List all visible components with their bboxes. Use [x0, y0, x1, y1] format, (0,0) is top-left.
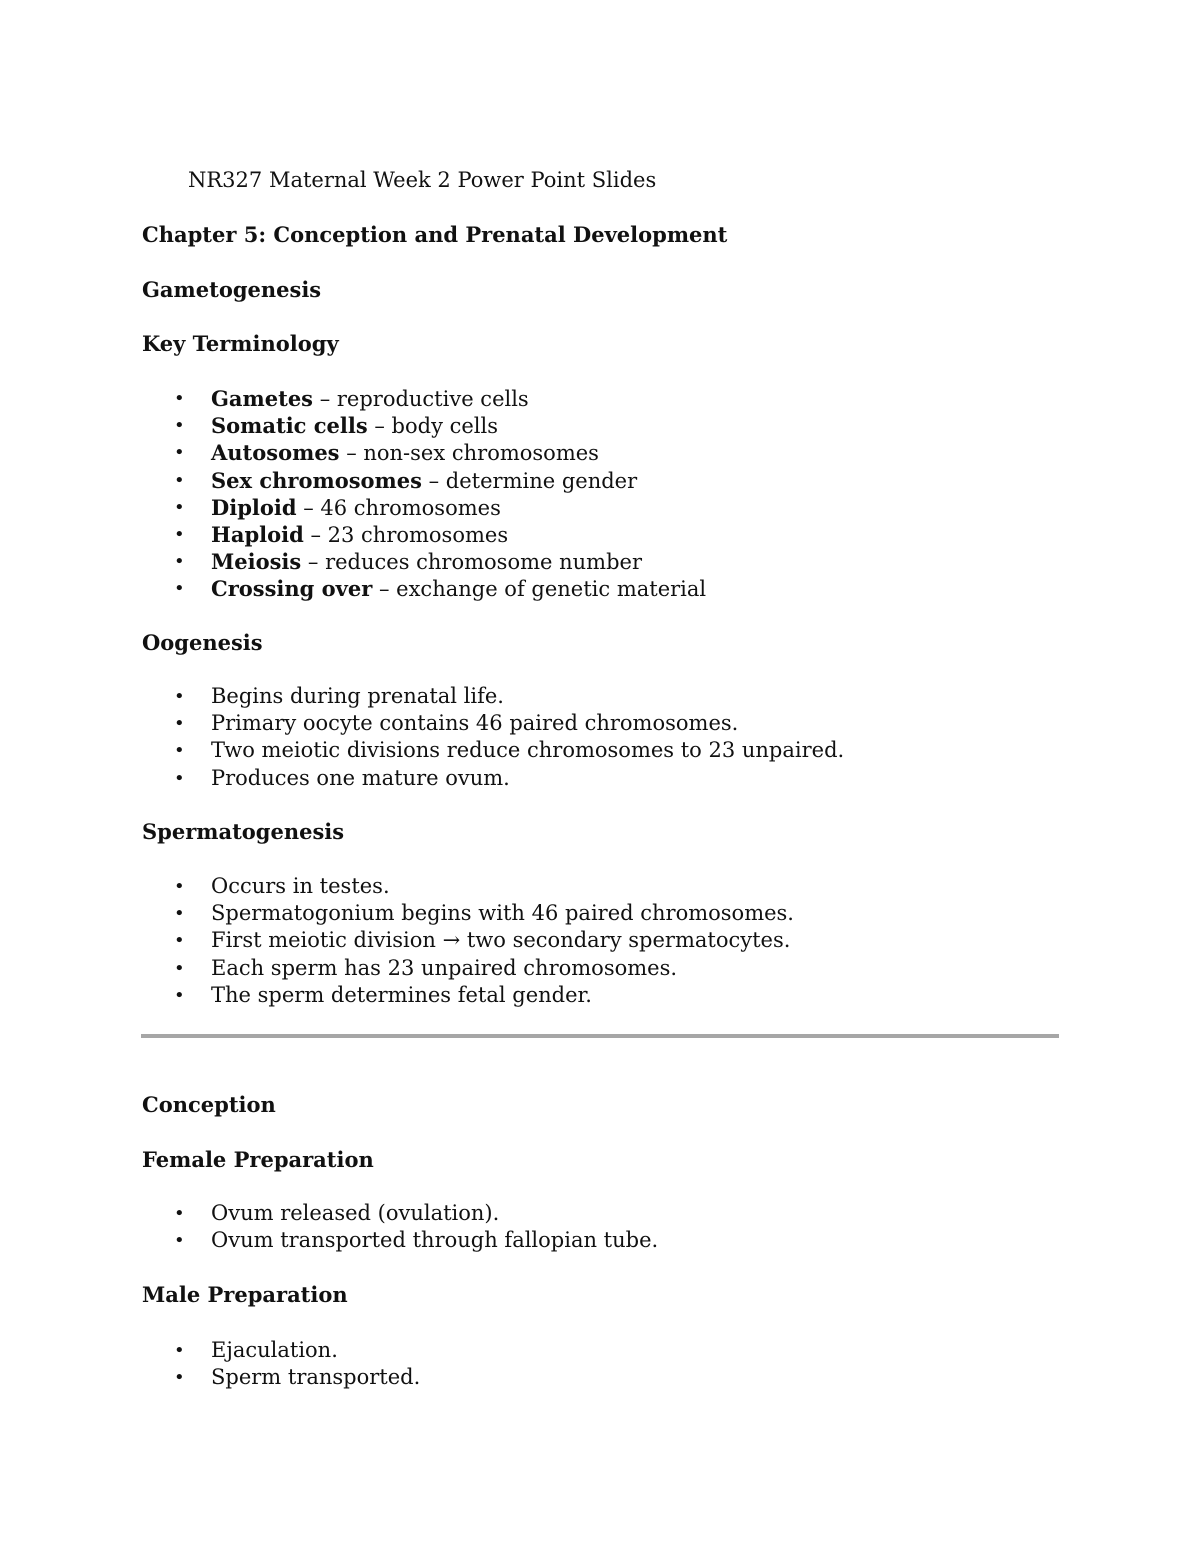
female-preparation-heading: Female Preparation	[142, 1147, 374, 1172]
bullet-icon: •	[174, 469, 185, 491]
list-item-text: Ejaculation.	[211, 1338, 338, 1362]
bullet-icon: •	[174, 551, 185, 573]
male-preparation-heading: Male Preparation	[142, 1282, 348, 1307]
term-label: Sex chromosomes	[211, 467, 422, 493]
list-item-text: Primary oocyte contains 46 paired chromosomes.	[211, 711, 739, 736]
list-item	[174, 927, 794, 954]
bullet-icon: •	[174, 442, 185, 464]
bullet-icon: •	[174, 388, 185, 409]
spermatogenesis-heading: Spermatogenesis	[142, 819, 345, 844]
term-definition: – reproductive cells	[313, 387, 529, 411]
bullet-icon: •	[174, 523, 185, 545]
list-item-text: Spermatogonium begins with 46 paired chromosomes.	[211, 901, 794, 926]
bullet-icon: •	[174, 767, 185, 789]
list-item-text: Produces one mature ovum.	[211, 765, 510, 790]
term-label: Somatic cells	[211, 413, 368, 439]
term-definition: – exchange of genetic material	[372, 577, 707, 602]
bullet-icon: •	[174, 415, 185, 437]
list-item-text: Each sperm has 23 unpaired chromosomes.	[211, 955, 678, 980]
bullet-icon: •	[174, 713, 185, 735]
key-terminology-list	[174, 385, 706, 603]
term-definition: – reduces chromosome number	[301, 550, 642, 575]
list-item	[174, 710, 844, 737]
bullet-icon: •	[174, 1203, 185, 1224]
list-item	[174, 575, 706, 602]
term-label: Diploid	[211, 494, 297, 520]
chapter-heading: Chapter 5: Conception and Prenatal Development	[142, 222, 728, 247]
list-item	[174, 1200, 658, 1227]
bullet-icon: •	[174, 876, 185, 897]
list-item-text: Ovum transported through fallopian tube.	[211, 1228, 659, 1253]
bullet-icon: •	[174, 1340, 185, 1361]
bullet-icon: •	[174, 686, 185, 707]
bullet-icon: •	[174, 903, 185, 925]
term-label: Crossing over	[211, 576, 373, 602]
list-item-text: Sperm transported.	[211, 1365, 421, 1390]
bullet-icon: •	[174, 1367, 185, 1389]
term-definition: – determine gender	[421, 468, 638, 493]
list-item-text: Two meiotic divisions reduce chromosomes to 23 unpaired.	[211, 738, 845, 763]
list-item-text: Ovum released (ovulation).	[211, 1201, 500, 1225]
term-definition: – non-sex chromosomes	[339, 441, 599, 466]
list-item	[174, 439, 706, 466]
list-item-text: Begins during prenatal life.	[211, 684, 504, 708]
bullet-icon: •	[174, 1230, 185, 1252]
list-item	[174, 737, 844, 764]
term-label: Haploid	[211, 521, 304, 547]
list-item	[174, 765, 844, 792]
term-label: Autosomes	[211, 440, 340, 466]
list-item	[174, 494, 706, 521]
list-item-text: Occurs in testes.	[211, 874, 390, 898]
bullet-icon: •	[174, 984, 185, 1006]
list-item	[174, 982, 794, 1009]
term-definition: – 23 chromosomes	[303, 522, 509, 547]
bullet-icon: •	[174, 957, 185, 979]
list-item	[174, 1227, 658, 1254]
bullet-icon: •	[174, 578, 185, 600]
list-item	[174, 1364, 420, 1391]
list-item	[174, 521, 706, 548]
bullet-icon: •	[174, 740, 185, 762]
oogenesis-list	[174, 683, 844, 792]
list-item	[174, 412, 706, 439]
document-title: NR327 Maternal Week 2 Power Point Slides	[188, 168, 657, 192]
term-label: Gametes	[211, 386, 314, 411]
term-definition: – body cells	[367, 414, 499, 439]
bullet-icon: •	[174, 930, 185, 952]
male-preparation-list	[174, 1337, 420, 1391]
list-item-text: The sperm determines fetal gender.	[211, 982, 592, 1007]
oogenesis-heading: Oogenesis	[142, 630, 263, 655]
list-item-text: First meiotic division → two secondary spermatocytes.	[211, 928, 791, 953]
bullet-icon: •	[174, 496, 185, 518]
gametogenesis-heading: Gametogenesis	[142, 277, 322, 302]
term-label: Meiosis	[211, 549, 302, 575]
list-item	[174, 385, 706, 412]
list-item	[174, 683, 844, 710]
spermatogenesis-list	[174, 873, 794, 1009]
conception-heading: Conception	[142, 1092, 276, 1117]
horizontal-divider	[141, 1034, 1059, 1038]
key-terminology-heading: Key Terminology	[142, 331, 339, 356]
list-item	[174, 873, 794, 900]
list-item	[174, 955, 794, 982]
female-preparation-list	[174, 1200, 658, 1254]
list-item	[174, 900, 794, 927]
list-item	[174, 548, 706, 575]
list-item	[174, 467, 706, 494]
list-item	[174, 1337, 420, 1364]
term-definition: – 46 chromosomes	[296, 495, 501, 520]
